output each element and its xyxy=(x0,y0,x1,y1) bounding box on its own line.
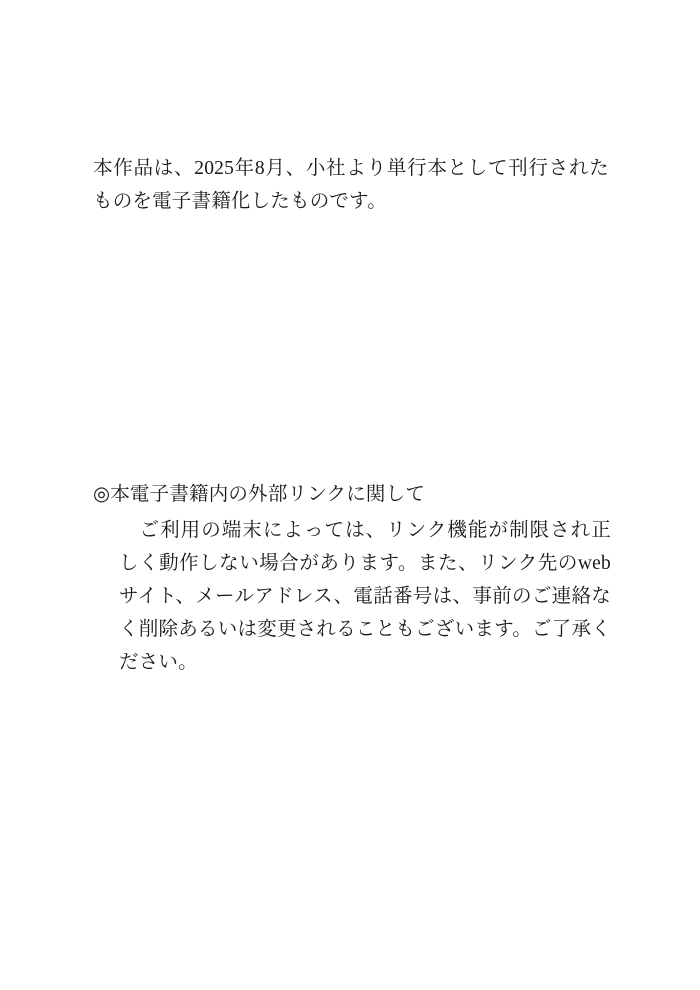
external-link-notice xyxy=(93,478,611,679)
colophon-note xyxy=(93,132,609,237)
external-link-notice-heading: ◎本電子書籍内の外部リンクに関して xyxy=(93,484,426,505)
colophon-text: 本作品は、2025年8月、小社より単行本として刊行されたものを電子書籍化したものです。 xyxy=(93,157,609,212)
external-link-notice-body: ご利用の端末によっては、リンク機能が制限され正しく動作しない場合があります。また、リンク先のwebサイト、メールアドレス、電話番号は、事前のご連絡なく削除あるいは変更されることもございます。ご了承ください。 xyxy=(119,520,611,673)
